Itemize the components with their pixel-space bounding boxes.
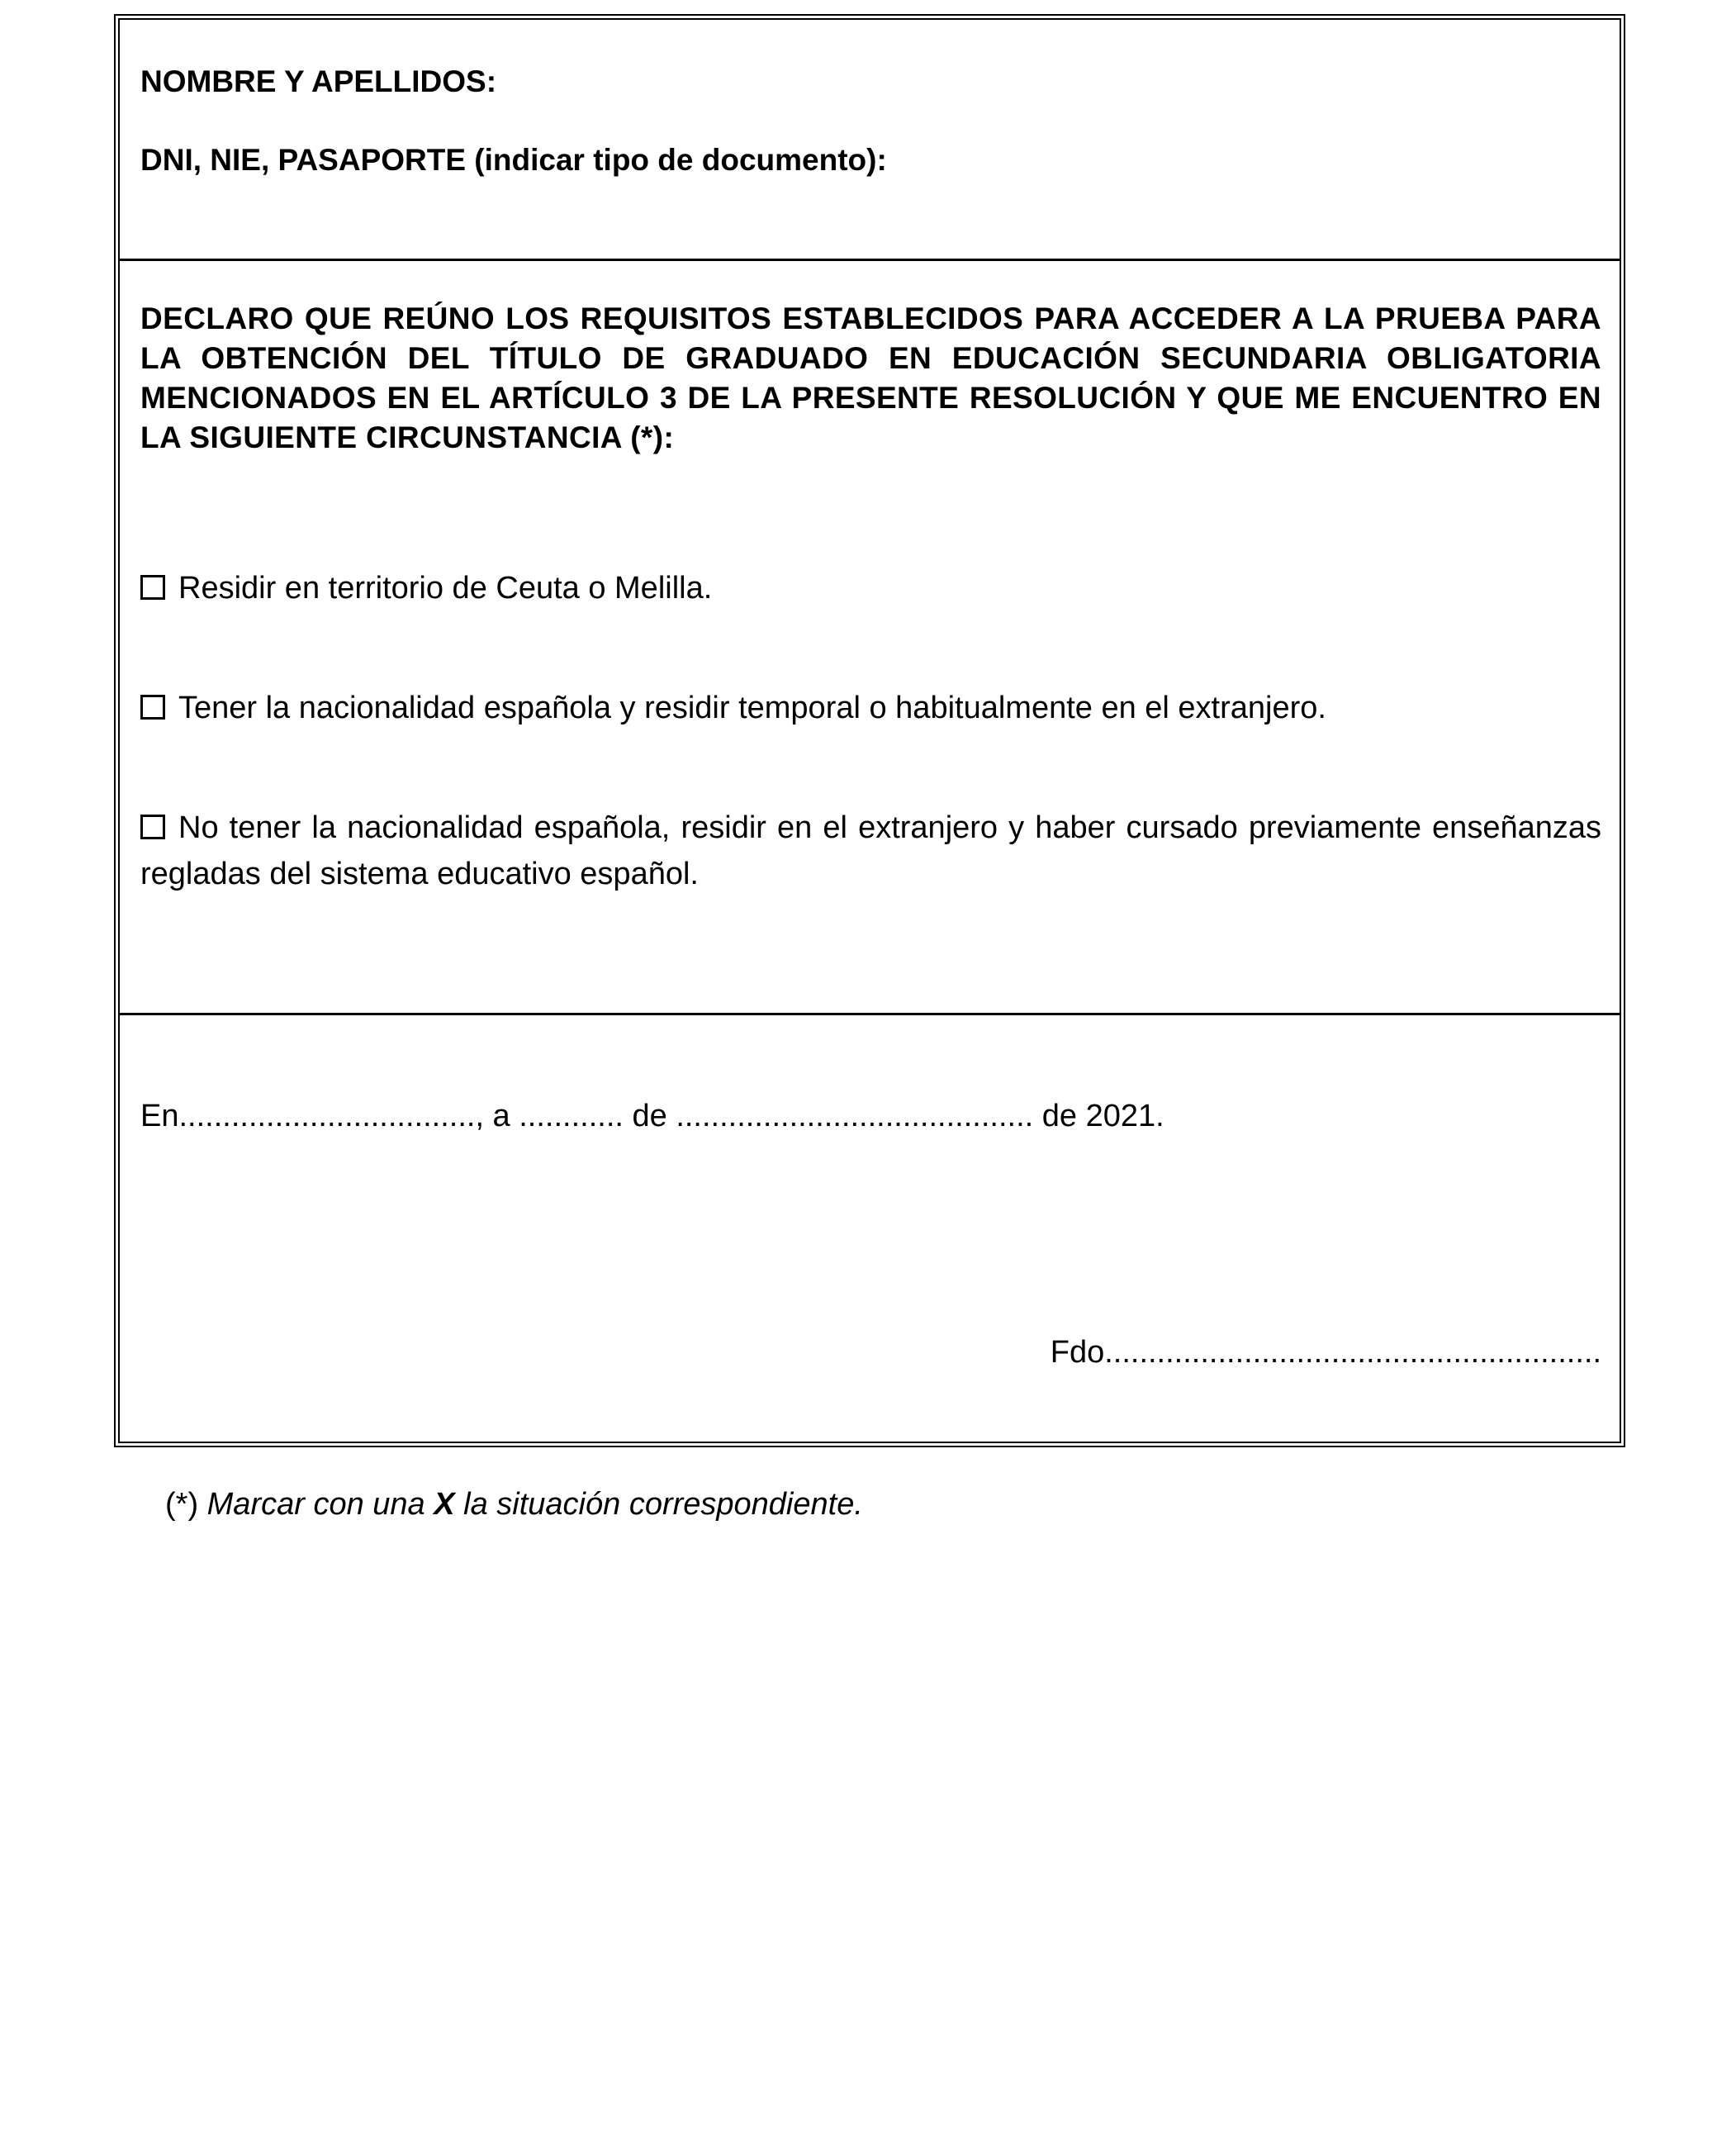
footnote-prefix: (*) [165, 1487, 207, 1522]
checkbox-foreign-abroad[interactable] [140, 815, 165, 839]
option-ceuta-melilla [140, 565, 1601, 611]
option-spanish-abroad [140, 685, 1601, 731]
footnote [165, 1485, 863, 1524]
option-label: Tener la nacionalidad española y residir temporal o habitualmente en el extranjero. [178, 691, 1326, 725]
footnote-text-before: Marcar con una [206, 1487, 434, 1522]
declaration-statement: DECLARO QUE REÚNO LOS REQUISITOS ESTABLECIDOS PARA ACCEDER A LA PRUEBA PARA LA OBTENCIÓN DEL TÍTULO DE GRADUADO EN EDUCACIÓN SECUNDARIA OBLIGATORIA MENCIONADOS EN EL ARTÍCULO 3 DE LA PRESENTE RESOLUCIÓN Y QUE ME ENCUENTRO EN LA SIGUIENTE CIRCUNSTANCIA (*): [140, 302, 1601, 454]
name-field-label: NOMBRE Y APELLIDOS: [140, 64, 497, 98]
option-label: Residir en territorio de Ceuta o Melilla. [178, 571, 713, 606]
option-label: No tener la nacionalidad española, residir en el extranjero y haber cursado previamente enseñanzas regladas del sistema educativo español. [140, 810, 1601, 891]
declaration-form [114, 14, 1625, 1447]
footnote-text-after: la situación correspondiente. [454, 1487, 863, 1522]
signature-line[interactable]: Fdo......................................................... [1050, 1335, 1601, 1370]
signature-section [120, 1015, 1620, 1442]
place-date-line[interactable]: En.................................., a ............ de ......................................... de 2021. [140, 1099, 1164, 1133]
document-field-label: DNI, NIE, PASAPORTE (indicar tipo de documento): [140, 143, 887, 177]
identity-section [120, 20, 1620, 261]
footnote-mark: X [434, 1487, 455, 1522]
checkbox-ceuta-melilla[interactable] [140, 575, 165, 600]
option-foreign-abroad [140, 805, 1601, 897]
checkbox-spanish-abroad[interactable] [140, 695, 165, 720]
declaration-section [120, 261, 1620, 1015]
